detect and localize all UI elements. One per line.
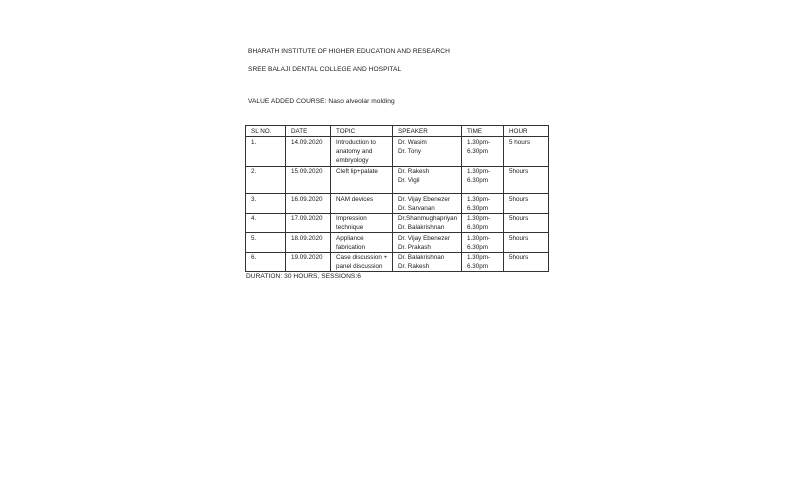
cell-date: 14.09.2020	[286, 137, 331, 167]
table-header-row	[246, 126, 549, 137]
college-name: SREE BALAJI DENTAL COLLEGE AND HOSPITAL	[248, 66, 402, 73]
cell-hour: 5hours	[504, 166, 549, 194]
header-sl-no: SL NO.	[246, 126, 286, 137]
cell-sl-no: 1.	[246, 137, 286, 167]
cell-topic: Appliance fabrication	[331, 233, 393, 253]
cell-hour: 5 hours	[504, 137, 549, 167]
cell-date: 16.09.2020	[286, 194, 331, 214]
cell-time: 1.30pm- 6.30pm	[462, 213, 504, 233]
cell-sl-no: 4.	[246, 213, 286, 233]
cell-hour: 5hours	[504, 213, 549, 233]
cell-time: 1.30pm- 6.30pm	[462, 166, 504, 194]
cell-sl-no: 6.	[246, 252, 286, 272]
table-row	[246, 194, 549, 214]
header-hour: HOUR	[504, 126, 549, 137]
cell-sl-no: 2.	[246, 166, 286, 194]
table-row	[246, 213, 549, 233]
table-row	[246, 252, 549, 272]
cell-topic: Cleft lip+palate	[331, 166, 393, 194]
cell-time: 1.30pm- 6.30pm	[462, 194, 504, 214]
table-row	[246, 166, 549, 194]
institution-name: BHARATH INSTITUTE OF HIGHER EDUCATION AND RESEARCH	[248, 48, 450, 55]
cell-speaker: Dr.Shanmughapriyan Dr. Balakrishnan	[393, 213, 462, 233]
table-row	[246, 233, 549, 253]
cell-speaker: Dr. Wasim Dr. Tony	[393, 137, 462, 167]
cell-speaker: Dr. Balakrishnan Dr. Rakesh	[393, 252, 462, 272]
cell-topic: Case discussion + panel discussion	[331, 252, 393, 272]
header-speaker: SPEAKER	[393, 126, 462, 137]
cell-topic: NAM devices	[331, 194, 393, 214]
cell-time: 1.30pm- 6.30pm	[462, 252, 504, 272]
cell-topic: Impression technique	[331, 213, 393, 233]
cell-time: 1.30pm- 6.30pm	[462, 137, 504, 167]
header-time: TIME	[462, 126, 504, 137]
cell-time: 1.30pm- 6.30pm	[462, 233, 504, 253]
cell-sl-no: 3.	[246, 194, 286, 214]
header-topic: TOPIC	[331, 126, 393, 137]
cell-topic: Introduction to anatomy and embryology	[331, 137, 393, 167]
cell-date: 17.09.2020	[286, 213, 331, 233]
cell-sl-no: 5.	[246, 233, 286, 253]
cell-date: 15.09.2020	[286, 166, 331, 194]
cell-speaker: Dr. Vijay Ebenezer Dr. Sarvanan	[393, 194, 462, 214]
cell-speaker: Dr. Vijay Ebenezer Dr. Prakash	[393, 233, 462, 253]
cell-date: 18.09.2020	[286, 233, 331, 253]
cell-hour: 5hours	[504, 252, 549, 272]
cell-speaker: Dr. Rakesh Dr. Vigil	[393, 166, 462, 194]
cell-date: 19.09.2020	[286, 252, 331, 272]
header-date: DATE	[286, 126, 331, 137]
cell-hour: 5hours	[504, 233, 549, 253]
table-row	[246, 137, 549, 167]
cell-hour: 5hours	[504, 194, 549, 214]
duration-summary: DURATION: 30 HOURS, SESSIONS:6	[246, 273, 361, 280]
schedule-table	[245, 125, 549, 272]
course-title: VALUE ADDED COURSE: Naso alveolar molding	[248, 98, 395, 105]
